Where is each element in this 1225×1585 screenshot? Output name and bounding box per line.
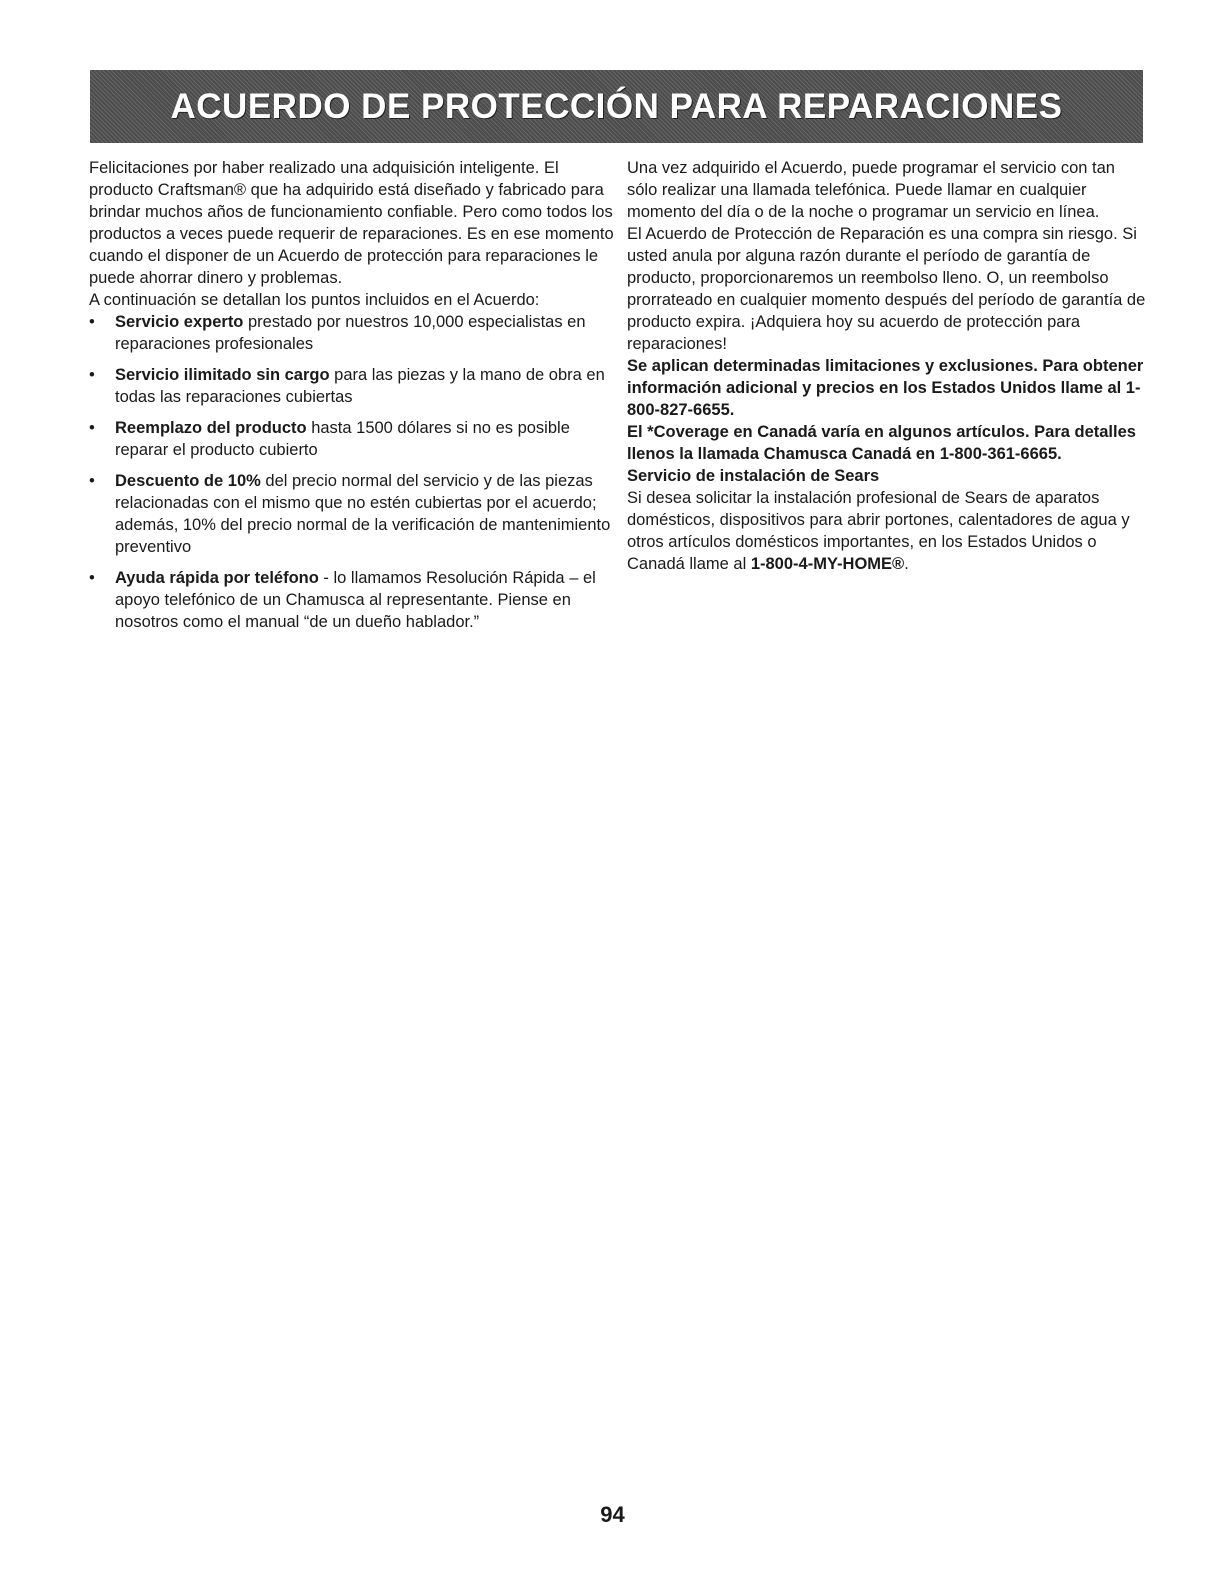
bullet-icon: • xyxy=(89,366,95,384)
list-item xyxy=(89,417,614,461)
bullet-icon: • xyxy=(89,313,95,331)
page-number: 94 xyxy=(600,1502,625,1527)
left-column xyxy=(89,157,614,642)
installation-heading: Servicio de instalación de Sears xyxy=(627,467,880,485)
canada-notice: El *Coverage en Canadá varía en algunos artículos. Para detalles llenos la llamada Chamusca Canadá en 1-800-361-6665. xyxy=(627,423,1136,463)
item-text: para las piezas y la mano de obra en todas las reparaciones cubiertas xyxy=(115,366,605,406)
list-item xyxy=(89,567,614,633)
item-text: prestado por nuestros 10,000 especialistas en reparaciones profesionales xyxy=(115,313,586,353)
page-title: ACUERDO DE PROTECCIÓN PARA REPARACIONES xyxy=(170,86,1063,126)
installation-phone: 1-800-4-MY-HOME® xyxy=(750,555,905,573)
item-text: - lo llamamos Resolución Rápida – el apoyo telefónico de un Chamusca al representante. Piense en nosotros como el manual “de un dueño hablador.” xyxy=(115,569,596,631)
item-lead: Reemplazo del producto xyxy=(115,419,307,437)
item-lead: Descuento de 10% xyxy=(115,472,261,490)
list-item xyxy=(89,364,614,408)
scheduling-paragraph: Una vez adquirido el Acuerdo, puede programar el servicio con tan sólo realizar una llamada telefónica. Puede llamar en cualquier momento del día o de la noche o programar un servicio en línea. xyxy=(627,159,1115,221)
item-lead: Ayuda rápida por teléfono xyxy=(115,569,319,587)
item-text: hasta 1500 dólares si no es posible reparar el producto cubierto xyxy=(115,419,570,459)
bullet-icon: • xyxy=(89,569,95,587)
installation-text: Si desea solicitar la instalación profesional de Sears de aparatos domésticos, dispositivos para abrir portones, calentadores de agua y otros artículos domésticos importantes, en los Estados Unidos o Canadá llame al xyxy=(627,489,1130,573)
item-text: del precio normal del servicio y de las piezas relacionadas con el mismo que no estén cubiertas por el acuerdo; además, 10% del precio normal de la verificación de mantenimiento preventivo xyxy=(115,472,611,556)
installation-end: . xyxy=(904,555,909,573)
bullet-icon: • xyxy=(89,472,95,490)
limitations-notice: Se aplican determinadas limitaciones y exclusiones. Para obtener información adicional y precios en los Estados Unidos llame al 1-800-827-6655. xyxy=(627,357,1144,419)
list-item xyxy=(89,311,614,355)
bullet-icon: • xyxy=(89,419,95,437)
title-banner xyxy=(90,70,1143,143)
list-intro: A continuación se detallan los puntos incluidos en el Acuerdo: xyxy=(89,291,540,309)
installation-paragraph xyxy=(627,487,1147,575)
intro-paragraph: Felicitaciones por haber realizado una adquisición inteligente. El producto Craftsman® que ha adquirido está diseñado y fabricado para brindar muchos años de funcionamiento confiable. Pero como todos los productos a veces puede requerir de reparaciones. Es en ese momento cuando el disponer de un Acuerdo de protección para reparaciones le puede ahorrar dinero y problemas. xyxy=(89,159,614,287)
item-lead: Servicio experto xyxy=(115,313,244,331)
refund-paragraph: El Acuerdo de Protección de Reparación es una compra sin riesgo. Si usted anula por alguna razón durante el período de garantía de producto, proporcionaremos un reembolso lleno. O, un reembolso prorrateado en cualquier momento después del período de garantía de producto expira. ¡Adquiera hoy su acuerdo de protección para reparaciones! xyxy=(627,225,1146,353)
item-lead: Servicio ilimitado sin cargo xyxy=(115,366,330,384)
coverage-list xyxy=(89,311,614,633)
right-column xyxy=(627,157,1147,575)
list-item xyxy=(89,470,614,558)
